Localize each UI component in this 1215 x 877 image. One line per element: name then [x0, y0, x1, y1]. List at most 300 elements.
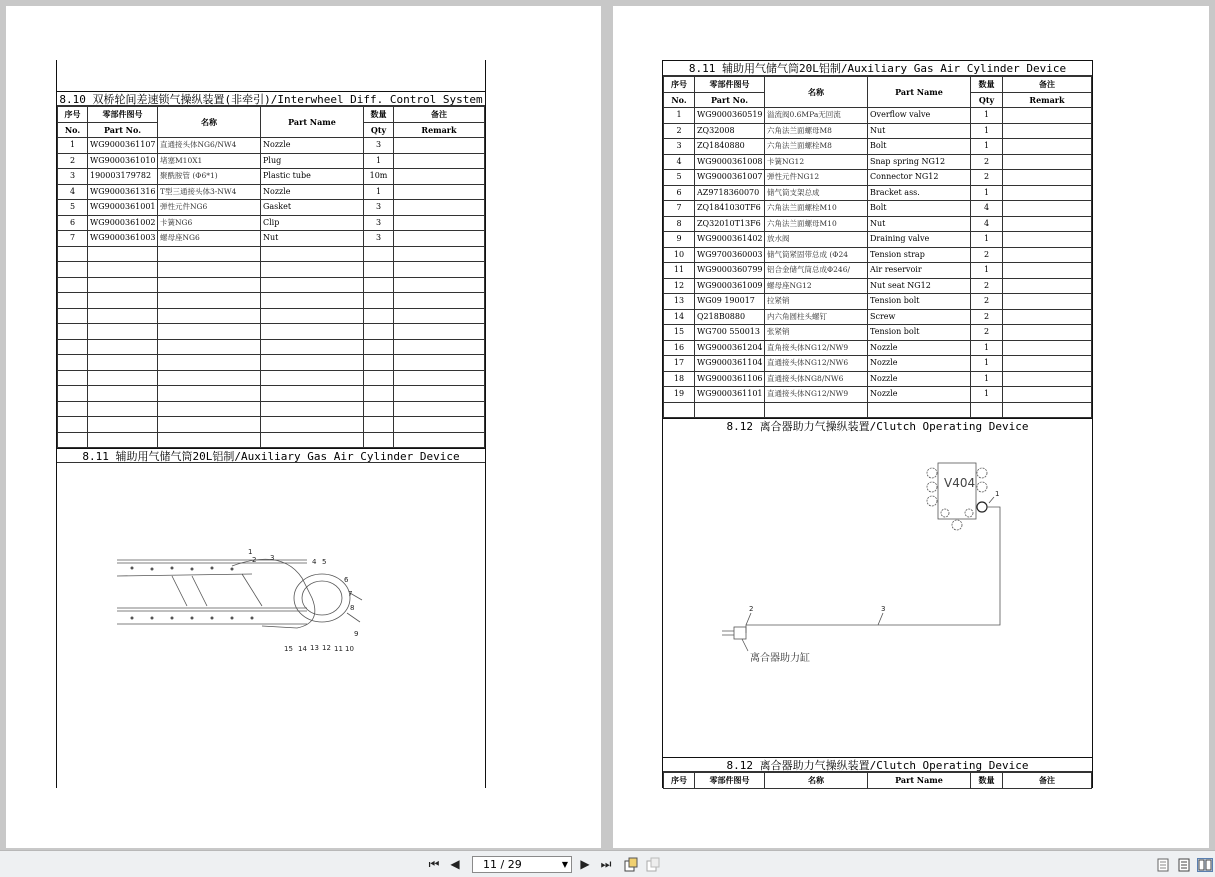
row-qty: 1 [971, 139, 1003, 155]
header-name-zh: 名称 [158, 107, 261, 138]
row-part-no: WG9000360799 [695, 263, 765, 279]
callout-1: 1 [995, 490, 1000, 498]
row-no: 3 [664, 139, 695, 155]
empty-cell [158, 324, 261, 340]
callout-15: 15 [284, 645, 293, 653]
empty-cell [88, 432, 158, 448]
row-part-no: ZQ1840880 [695, 139, 765, 155]
row-remark [1003, 309, 1092, 325]
row-part-no: WG9000361107 [88, 138, 158, 154]
table-row [664, 201, 1092, 217]
row-remark [394, 215, 485, 231]
header-qty: Qty [971, 92, 1003, 108]
empty-cell [58, 339, 88, 355]
row-part-no: WG9000361204 [695, 340, 765, 356]
empty-cell [158, 401, 261, 417]
table-row [664, 170, 1092, 186]
empty-cell [261, 246, 364, 262]
callout-8: 8 [350, 604, 355, 612]
empty-cell [158, 246, 261, 262]
header-remark: Remark [394, 122, 485, 138]
row-no: 12 [664, 278, 695, 294]
table-row [664, 139, 1092, 155]
row-no: 8 [664, 216, 695, 232]
empty-cell [364, 262, 394, 278]
air-cylinder-assembly-diagram [112, 538, 372, 658]
row-name-zh: 聚酰胺管 (Φ6*1) [158, 169, 261, 185]
callout-2: 2 [252, 556, 257, 564]
empty-cell [88, 355, 158, 371]
row-qty: 1 [364, 153, 394, 169]
row-qty: 10m [364, 169, 394, 185]
empty-cell [58, 401, 88, 417]
table-row [664, 294, 1092, 310]
empty-cell [364, 293, 394, 309]
row-part-name: Plug [261, 153, 364, 169]
empty-cell [88, 386, 158, 402]
header-remark-zh: 备注 [394, 107, 485, 123]
page-frame-right [662, 60, 1093, 788]
row-no: 2 [58, 153, 88, 169]
callout-1: 1 [248, 548, 253, 556]
row-part-no: AZ9718360070 [695, 185, 765, 201]
header-part-name: Part Name [261, 107, 364, 138]
row-no: 14 [664, 309, 695, 325]
empty-cell [261, 370, 364, 386]
two-page-view-icon[interactable] [1197, 858, 1213, 872]
empty-table-row [58, 324, 485, 340]
row-remark [1003, 216, 1092, 232]
row-name-zh: 螺母座NG6 [158, 231, 261, 247]
row-remark [394, 184, 485, 200]
row-qty: 2 [971, 325, 1003, 341]
row-part-no: WG09 190017 [695, 294, 765, 310]
header-remark-zh: 备注 [1003, 773, 1092, 789]
row-part-no: WG9000361001 [88, 200, 158, 216]
row-qty: 1 [971, 185, 1003, 201]
row-name-zh: 铝合金储气筒总成Φ246/ [765, 263, 868, 279]
empty-cell [261, 293, 364, 309]
row-name-zh: 储气筒支架总成 [765, 185, 868, 201]
table-row [58, 184, 485, 200]
table-row [664, 278, 1092, 294]
row-remark [1003, 170, 1092, 186]
row-part-name: Nozzle [868, 340, 971, 356]
empty-cell [261, 432, 364, 448]
row-part-name: Tension strap [868, 247, 971, 263]
row-part-no: ZQ1841030TF6 [695, 201, 765, 217]
row-qty: 2 [971, 278, 1003, 294]
empty-cell [394, 401, 485, 417]
clutch-cylinder-label: 离合器助力缸 [750, 653, 810, 664]
row-remark [1003, 232, 1092, 248]
empty-cell [58, 370, 88, 386]
empty-cell [58, 324, 88, 340]
row-name-zh: 六角法兰面螺栓M10 [765, 201, 868, 217]
row-part-name: Overflow valve [868, 108, 971, 124]
row-no: 1 [664, 108, 695, 124]
row-name-zh: 卡簧NG12 [765, 154, 868, 170]
row-name-zh: 六角法兰面螺母M8 [765, 123, 868, 139]
last-page-icon[interactable]: ⏭ [600, 857, 612, 871]
empty-cell [394, 277, 485, 293]
empty-cell [394, 246, 485, 262]
row-qty: 3 [364, 215, 394, 231]
continuous-view-icon[interactable] [1178, 858, 1190, 872]
header-no-zh: 序号 [58, 107, 88, 123]
row-remark [394, 231, 485, 247]
row-part-name: Screw [868, 309, 971, 325]
header-part-no-zh: 零部件图号 [88, 107, 158, 123]
empty-cell [364, 246, 394, 262]
empty-cell [364, 370, 394, 386]
empty-cell [261, 355, 364, 371]
callout-11: 11 [334, 645, 343, 653]
row-part-name: Nut [868, 123, 971, 139]
row-part-name: Clip [261, 215, 364, 231]
header-remark-zh: 备注 [1003, 77, 1092, 93]
row-part-name: Tension bolt [868, 294, 971, 310]
header-name-zh: 名称 [765, 77, 868, 108]
row-part-no: ZQ32010T13F6 [695, 216, 765, 232]
row-remark [1003, 154, 1092, 170]
callout-6: 6 [344, 576, 349, 584]
empty-cell [58, 308, 88, 324]
row-qty: 1 [971, 387, 1003, 403]
empty-cell [58, 293, 88, 309]
empty-cell [664, 402, 695, 418]
row-name-zh: 直通接头体NG12/NW9 [765, 387, 868, 403]
row-qty: 4 [971, 216, 1003, 232]
table-row [664, 108, 1092, 124]
empty-table-row [664, 402, 1092, 418]
row-part-name: Draining valve [868, 232, 971, 248]
empty-table-row [58, 370, 485, 386]
row-no: 4 [58, 184, 88, 200]
row-remark [394, 138, 485, 154]
row-remark [394, 169, 485, 185]
row-remark [1003, 278, 1092, 294]
header-qty-zh: 数量 [971, 77, 1003, 93]
first-page-icon[interactable]: ⏮ [428, 857, 440, 871]
row-name-zh: 溢流阀0.6MPa无回流 [765, 108, 868, 124]
row-no: 17 [664, 356, 695, 372]
single-page-view-icon[interactable] [1157, 858, 1169, 872]
header-qty-zh: 数量 [971, 773, 1003, 789]
row-remark [1003, 108, 1092, 124]
table-row [664, 340, 1092, 356]
header-no-zh: 序号 [664, 77, 695, 93]
page-indicator: 11 / 29 [483, 858, 522, 871]
row-no: 7 [58, 231, 88, 247]
empty-cell [88, 308, 158, 324]
pdf-page-right [613, 6, 1209, 848]
row-part-name: Nut seat NG12 [868, 278, 971, 294]
row-qty: 2 [971, 247, 1003, 263]
row-name-zh: 堵塞M10X1 [158, 153, 261, 169]
row-part-no: ZQ32008 [695, 123, 765, 139]
fit-page-icon[interactable] [646, 857, 660, 872]
row-name-zh: T型三通接头体3-NW4 [158, 184, 261, 200]
row-remark [1003, 263, 1092, 279]
table-row [58, 215, 485, 231]
empty-cell [364, 324, 394, 340]
row-part-name: Bolt [868, 201, 971, 217]
empty-cell [158, 432, 261, 448]
row-remark [1003, 294, 1092, 310]
row-name-zh: 储气筒紧固带总成 (Φ24 [765, 247, 868, 263]
table-row [664, 309, 1092, 325]
callout-10: 10 [345, 645, 354, 653]
empty-cell [261, 308, 364, 324]
table-row [664, 232, 1092, 248]
row-name-zh: 弹性元件NG12 [765, 170, 868, 186]
empty-table-row [58, 339, 485, 355]
header-part-no-zh: 零部件图号 [695, 77, 765, 93]
viewer-toolbar [0, 850, 1215, 877]
empty-table-row [58, 293, 485, 309]
page-number-select[interactable] [472, 856, 572, 873]
callout-5: 5 [322, 558, 327, 566]
empty-cell [394, 355, 485, 371]
empty-cell [158, 386, 261, 402]
table-row [664, 247, 1092, 263]
row-no: 5 [58, 200, 88, 216]
empty-cell [88, 246, 158, 262]
row-qty: 4 [971, 201, 1003, 217]
row-name-zh: 直通接头体NG6/NW4 [158, 138, 261, 154]
row-no: 5 [664, 170, 695, 186]
row-name-zh: 拉紧销 [765, 294, 868, 310]
table-row [664, 216, 1092, 232]
empty-table-row [58, 246, 485, 262]
row-qty: 2 [971, 154, 1003, 170]
row-remark [1003, 371, 1092, 387]
row-part-name: Nozzle [868, 356, 971, 372]
row-name-zh: 张紧销 [765, 325, 868, 341]
table-row [664, 371, 1092, 387]
empty-cell [261, 277, 364, 293]
empty-cell [88, 293, 158, 309]
row-qty: 1 [971, 232, 1003, 248]
row-part-no: WG9000361003 [88, 231, 158, 247]
callout-2: 2 [749, 605, 754, 613]
empty-cell [158, 262, 261, 278]
row-remark [394, 153, 485, 169]
row-no: 15 [664, 325, 695, 341]
empty-cell [158, 355, 261, 371]
row-name-zh: 放水阀 [765, 232, 868, 248]
empty-cell [364, 432, 394, 448]
row-remark [1003, 139, 1092, 155]
empty-cell [58, 355, 88, 371]
header-name-zh: 名称 [765, 773, 868, 789]
row-part-name: Nut [868, 216, 971, 232]
header-part-no-zh: 零部件图号 [695, 773, 765, 789]
header-remark: Remark [1003, 92, 1092, 108]
row-qty: 3 [364, 231, 394, 247]
empty-cell [364, 417, 394, 433]
empty-cell [394, 339, 485, 355]
row-name-zh: 直通接头体NG12/NW6 [765, 356, 868, 372]
row-name-zh: 螺母座NG12 [765, 278, 868, 294]
row-qty: 2 [971, 170, 1003, 186]
table-row [664, 123, 1092, 139]
empty-cell [88, 417, 158, 433]
row-part-no: WG9000361009 [695, 278, 765, 294]
row-name-zh: 卡簧NG6 [158, 215, 261, 231]
empty-cell [88, 401, 158, 417]
row-no: 10 [664, 247, 695, 263]
empty-table-row [58, 401, 485, 417]
row-part-no: WG9000361402 [695, 232, 765, 248]
empty-cell [364, 355, 394, 371]
empty-cell [364, 339, 394, 355]
row-part-no: WG9700360003 [695, 247, 765, 263]
row-remark [1003, 123, 1092, 139]
empty-cell [695, 402, 765, 418]
header-part-name: Part Name [868, 773, 971, 789]
row-part-name: Nozzle [261, 184, 364, 200]
row-remark [1003, 340, 1092, 356]
rotate-page-icon[interactable] [624, 857, 638, 872]
callout-9: 9 [354, 630, 359, 638]
header-no: No. [58, 122, 88, 138]
empty-cell [261, 339, 364, 355]
header-qty-zh: 数量 [364, 107, 394, 123]
table-row [664, 185, 1092, 201]
row-qty: 2 [971, 309, 1003, 325]
row-no: 2 [664, 123, 695, 139]
row-part-name: Gasket [261, 200, 364, 216]
parts-table-8-11 [663, 76, 1092, 418]
empty-cell [58, 277, 88, 293]
empty-cell [394, 417, 485, 433]
chevron-down-icon: ▼ [561, 860, 568, 869]
row-no: 4 [664, 154, 695, 170]
callout-3: 3 [881, 605, 886, 613]
empty-cell [158, 370, 261, 386]
table-row [664, 325, 1092, 341]
row-part-name: Bracket ass. [868, 185, 971, 201]
row-part-no: WG9000361002 [88, 215, 158, 231]
callout-14: 14 [298, 645, 307, 653]
row-qty: 3 [364, 200, 394, 216]
header-qty: Qty [364, 122, 394, 138]
row-no: 3 [58, 169, 88, 185]
row-part-no: WG700 550013 [695, 325, 765, 341]
row-no: 18 [664, 371, 695, 387]
section-title-8-10: 8.10 双桥轮间差速锁气操纵装置(非牵引)/Interwheel Diff. Control System [57, 91, 485, 106]
row-qty: 1 [971, 371, 1003, 387]
pdf-page-left [6, 6, 601, 848]
row-no: 13 [664, 294, 695, 310]
empty-cell [394, 262, 485, 278]
row-no: 6 [664, 185, 695, 201]
empty-cell [394, 293, 485, 309]
row-part-name: Nozzle [868, 387, 971, 403]
callout-7: 7 [348, 590, 353, 598]
empty-cell [394, 370, 485, 386]
row-remark [1003, 325, 1092, 341]
empty-cell [1003, 402, 1092, 418]
row-no: 6 [58, 215, 88, 231]
row-remark [1003, 185, 1092, 201]
header-no: No. [664, 92, 695, 108]
section-title-8-11: 8.11 辅助用气储气筒20L铝制/Auxiliary Gas Air Cylinder Device [663, 61, 1092, 76]
row-remark [394, 200, 485, 216]
table-row [58, 231, 485, 247]
row-part-no: Q218B0880 [695, 309, 765, 325]
header-part-no: Part No. [88, 122, 158, 138]
empty-cell [394, 432, 485, 448]
empty-cell [58, 246, 88, 262]
table-row [58, 138, 485, 154]
next-page-icon[interactable]: ▶ [580, 857, 590, 871]
empty-cell [88, 339, 158, 355]
row-qty: 1 [971, 123, 1003, 139]
row-part-name: Nut [261, 231, 364, 247]
row-no: 19 [664, 387, 695, 403]
row-no: 1 [58, 138, 88, 154]
row-part-name: Connector NG12 [868, 170, 971, 186]
row-part-no: WG9000361106 [695, 371, 765, 387]
callout-13: 13 [310, 644, 319, 652]
empty-cell [394, 324, 485, 340]
empty-cell [158, 339, 261, 355]
row-qty: 1 [971, 356, 1003, 372]
callout-4: 4 [312, 558, 317, 566]
section-title-8-11-left: 8.11 辅助用气储气筒20L铝制/Auxiliary Gas Air Cylinder Device [57, 448, 485, 463]
row-name-zh: 弹性元件NG6 [158, 200, 261, 216]
empty-table-row [58, 277, 485, 293]
row-part-no: 190003179782 [88, 169, 158, 185]
row-name-zh: 直角接头体NG12/NW9 [765, 340, 868, 356]
prev-page-icon[interactable]: ◀ [450, 857, 460, 871]
empty-cell [394, 386, 485, 402]
section-title-8-12-table: 8.12 离合器助力气操纵装置/Clutch Operating Device [663, 757, 1092, 772]
empty-cell [58, 386, 88, 402]
row-part-name: Tension bolt [868, 325, 971, 341]
row-part-name: Air reservoir [868, 263, 971, 279]
header-no-zh: 序号 [664, 773, 695, 789]
table-row [58, 200, 485, 216]
table-row [58, 169, 485, 185]
empty-table-row [58, 432, 485, 448]
empty-cell [88, 277, 158, 293]
empty-cell [261, 262, 364, 278]
empty-cell [971, 402, 1003, 418]
row-remark [1003, 356, 1092, 372]
header-part-no: Part No. [695, 92, 765, 108]
row-part-no: WG9000361007 [695, 170, 765, 186]
empty-cell [364, 277, 394, 293]
header-part-name: Part Name [868, 77, 971, 108]
empty-cell [261, 324, 364, 340]
table-row [58, 153, 485, 169]
row-qty: 2 [971, 294, 1003, 310]
empty-table-row [58, 355, 485, 371]
blank-header-area [57, 60, 485, 91]
empty-cell [88, 262, 158, 278]
row-part-name: Nozzle [868, 371, 971, 387]
row-no: 11 [664, 263, 695, 279]
empty-cell [158, 417, 261, 433]
table-row [664, 154, 1092, 170]
section-title-8-12: 8.12 离合器助力气操纵装置/Clutch Operating Device [663, 418, 1092, 433]
empty-cell [88, 324, 158, 340]
empty-cell [261, 401, 364, 417]
